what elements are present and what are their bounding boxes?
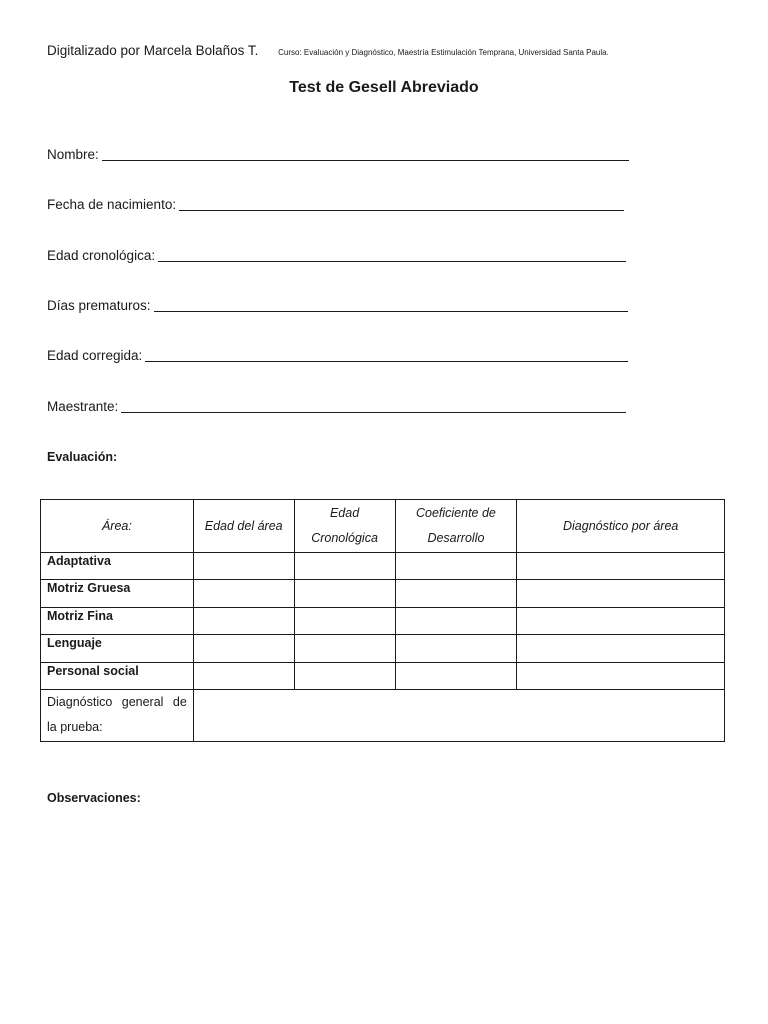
table-cell[interactable]: [517, 607, 725, 634]
observations-label: Observaciones:: [47, 791, 141, 805]
row-label: Lenguaje: [41, 635, 194, 662]
evaluation-table: [40, 499, 725, 742]
column-header-edad-cronologica: Edad Cronológica: [294, 500, 395, 553]
table-cell[interactable]: [395, 553, 517, 580]
table-cell[interactable]: [294, 662, 395, 689]
table-cell[interactable]: [517, 580, 725, 607]
general-diagnosis-row: [41, 689, 725, 741]
digitized-by-text: Digitalizado por Marcela Bolaños T.: [47, 43, 259, 58]
page-title: Test de Gesell Abreviado: [289, 79, 479, 96]
table-row: [41, 580, 725, 607]
field-nombre: [47, 147, 629, 162]
field-line-edad-cronologica[interactable]: [158, 250, 626, 262]
row-label: Personal social: [41, 662, 194, 689]
field-line-dias-prematuros[interactable]: [154, 300, 628, 312]
field-fecha-nacimiento: [47, 197, 624, 212]
table-cell[interactable]: [294, 635, 395, 662]
field-maestrante: [47, 399, 626, 414]
field-edad-cronologica: [47, 248, 626, 263]
table-cell[interactable]: [517, 662, 725, 689]
row-label: Motriz Gruesa: [41, 580, 194, 607]
table-cell[interactable]: [395, 607, 517, 634]
table-cell[interactable]: [294, 553, 395, 580]
table-row: [41, 662, 725, 689]
table-cell[interactable]: [517, 635, 725, 662]
document-header: [47, 43, 609, 58]
table-cell[interactable]: [395, 635, 517, 662]
field-line-nombre[interactable]: [102, 149, 629, 161]
field-dias-prematuros: [47, 298, 628, 313]
general-diagnosis-cell[interactable]: [193, 689, 724, 741]
table-cell[interactable]: [517, 553, 725, 580]
field-label: Nombre:: [47, 147, 99, 162]
evaluation-label: Evaluación:: [47, 450, 118, 464]
table-cell[interactable]: [193, 662, 294, 689]
field-line-maestrante[interactable]: [121, 401, 626, 413]
general-diagnosis-label: Diagnóstico general de la prueba:: [41, 689, 194, 741]
table-cell[interactable]: [193, 607, 294, 634]
table-cell[interactable]: [193, 553, 294, 580]
table-row: [41, 553, 725, 580]
table-cell[interactable]: [294, 607, 395, 634]
column-header-area: Área:: [41, 500, 194, 553]
field-label: Maestrante:: [47, 399, 119, 414]
table-cell[interactable]: [193, 635, 294, 662]
table-cell[interactable]: [395, 662, 517, 689]
table-row: [41, 607, 725, 634]
field-line-fecha-nacimiento[interactable]: [179, 199, 624, 211]
table-cell[interactable]: [193, 580, 294, 607]
field-label: Días prematuros:: [47, 298, 151, 313]
field-edad-corregida: [47, 348, 628, 363]
course-info-text: Curso: Evaluación y Diagnóstico, Maestría Estimulación Temprana, Universidad Santa Paula.: [278, 48, 609, 57]
column-header-coeficiente: Coeficiente de Desarrollo: [395, 500, 517, 553]
row-label: Motriz Fina: [41, 607, 194, 634]
field-label: Fecha de nacimiento:: [47, 197, 177, 212]
table-cell[interactable]: [294, 580, 395, 607]
field-label: Edad cronológica:: [47, 248, 156, 263]
column-header-edad-area: Edad del área: [193, 500, 294, 553]
table-row: [41, 635, 725, 662]
table-header-row: [41, 500, 725, 553]
column-header-diagnostico-area: Diagnóstico por área: [517, 500, 725, 553]
field-label: Edad corregida:: [47, 348, 143, 363]
table-cell[interactable]: [395, 580, 517, 607]
field-line-edad-corregida[interactable]: [145, 350, 628, 362]
row-label: Adaptativa: [41, 553, 194, 580]
